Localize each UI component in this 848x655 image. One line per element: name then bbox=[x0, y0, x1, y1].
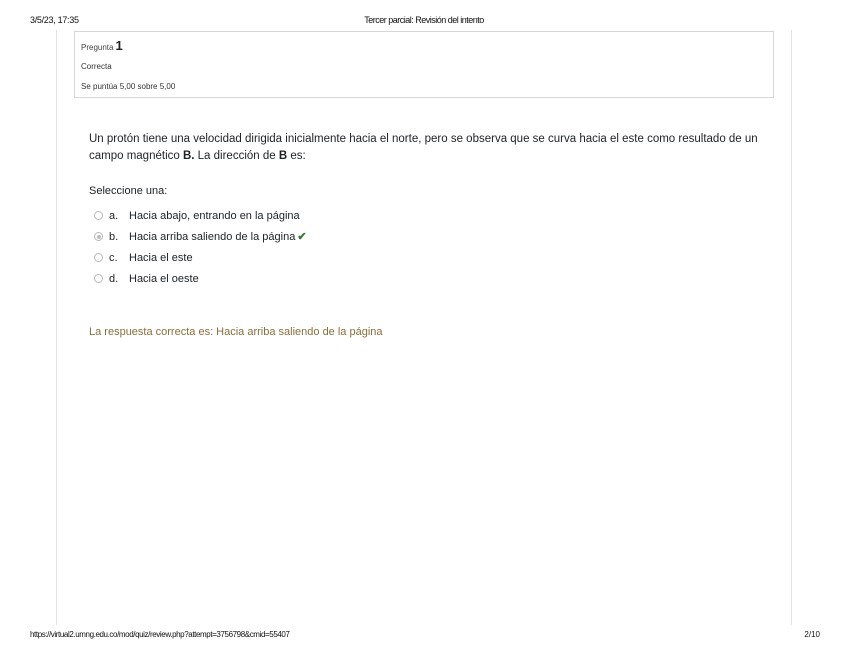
question-grade: Se puntúa 5,00 sobre 5,00 bbox=[81, 82, 176, 91]
option-letter: b. bbox=[109, 230, 119, 243]
content-border-left bbox=[56, 30, 57, 625]
print-date: 3/5/23, 17:35 bbox=[30, 15, 79, 25]
radio-button[interactable] bbox=[94, 253, 103, 262]
answer-list bbox=[94, 205, 307, 289]
question-info-box bbox=[74, 31, 774, 98]
footer-page-number: 2/10 bbox=[804, 630, 820, 639]
question-text-part: La dirección de bbox=[194, 150, 279, 162]
radio-button[interactable] bbox=[94, 211, 103, 220]
question-text-part: es: bbox=[287, 150, 306, 162]
option-text: Hacia abajo, entrando en la página bbox=[129, 209, 300, 222]
answer-option-a[interactable] bbox=[94, 205, 307, 226]
question-text-bold: B bbox=[278, 150, 288, 162]
option-text: Hacia el oeste bbox=[129, 272, 199, 285]
answer-prompt: Seleccione una: bbox=[89, 185, 168, 197]
option-letter: a. bbox=[109, 209, 119, 222]
radio-button[interactable] bbox=[94, 274, 103, 283]
page-title: Tercer parcial: Revisión del intento bbox=[364, 15, 484, 25]
question-state: Correcta bbox=[81, 62, 112, 71]
option-letter: d. bbox=[109, 272, 119, 285]
question-text bbox=[89, 131, 769, 165]
question-text-part: Un protón tiene una velocidad dirigida inicialmente hacia el norte, pero se observa que se curva hacia el este como resultado de un campo magnético bbox=[89, 133, 758, 162]
option-letter: c. bbox=[109, 251, 118, 264]
radio-button-selected[interactable] bbox=[94, 232, 103, 241]
answer-option-b[interactable] bbox=[94, 226, 307, 247]
content-border-right bbox=[791, 30, 792, 625]
question-text-bold: B. bbox=[182, 150, 195, 162]
check-icon: ✔ bbox=[297, 231, 307, 243]
question-label: Pregunta bbox=[81, 43, 114, 52]
correct-answer-feedback: La respuesta correcta es: Hacia arriba saliendo de la página bbox=[89, 326, 383, 338]
option-text: Hacia arriba saliendo de la página bbox=[129, 230, 296, 243]
option-text: Hacia el este bbox=[129, 251, 193, 264]
question-number-value: 1 bbox=[115, 38, 123, 53]
footer-url: https://virtual2.umng.edu.co/mod/quiz/review.php?attempt=3756798&cmid=55407 bbox=[30, 630, 290, 639]
answer-option-c[interactable] bbox=[94, 247, 307, 268]
question-number bbox=[81, 38, 123, 53]
answer-option-d[interactable] bbox=[94, 268, 307, 289]
